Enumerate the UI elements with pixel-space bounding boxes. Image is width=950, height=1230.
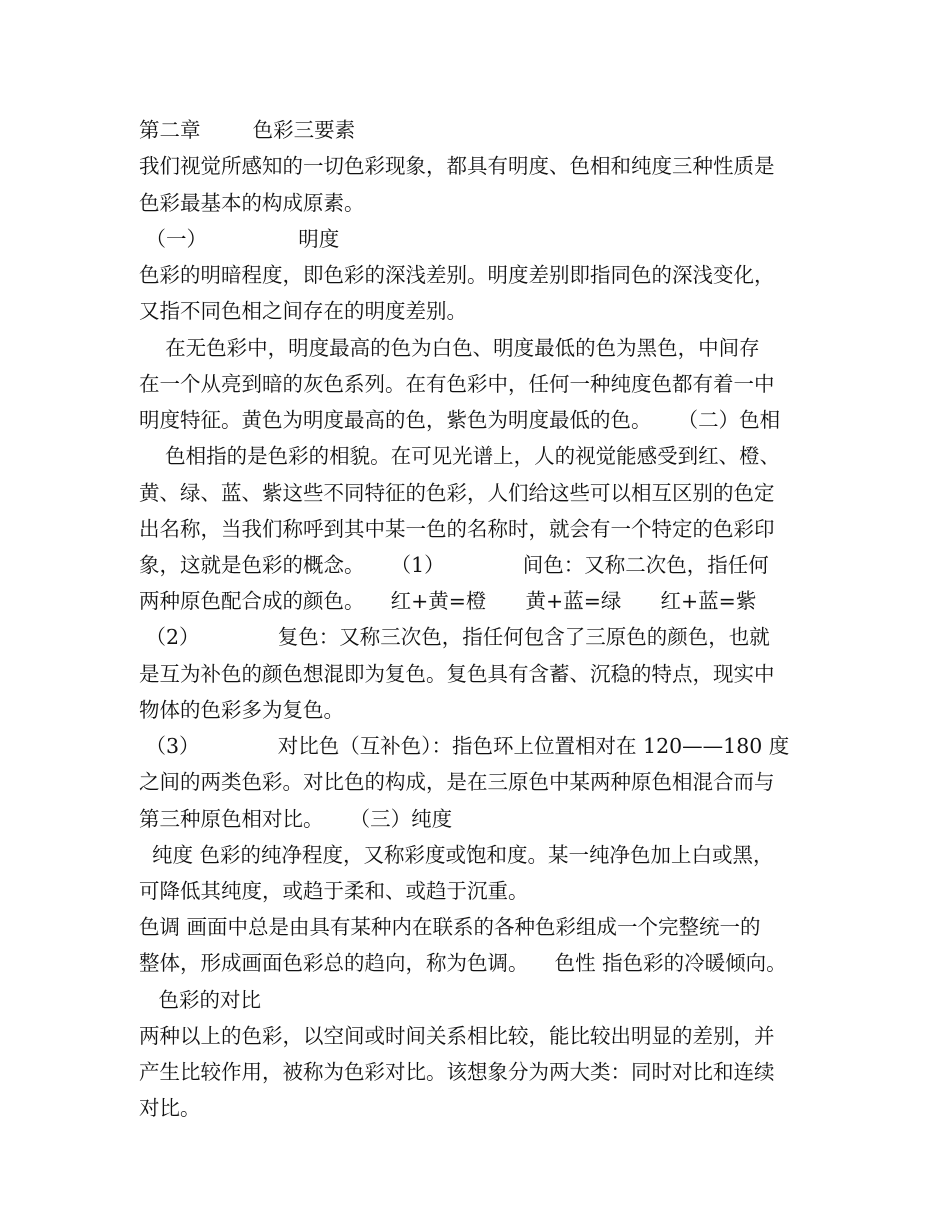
text-line: 整体，形成画面色彩总的趋向，称为色调。 色性 指色彩的冷暖倾向。	[139, 951, 787, 975]
text-line: 两种原色配合成的颜色。 红+黄=橙 黄+蓝=绿 红+蓝=紫	[139, 589, 757, 613]
text-line: 又指不同色相之间存在的明度差别。	[139, 299, 467, 323]
text-line: 色彩最基本的构成原素。	[139, 191, 365, 215]
text-line: 在一个从亮到暗的灰色系列。在有色彩中，任何一种纯度色都有着一中	[139, 372, 775, 396]
text-line: （3） 对比色（互补色）：指色环上位置相对在 120——180 度	[139, 734, 790, 758]
text-line: 出名称，当我们称呼到其中某一色的名称时，就会有一个特定的色彩印	[139, 517, 775, 541]
text-line: 可降低其纯度，或趋于柔和、或趋于沉重。	[139, 879, 529, 903]
text-line: 明度特征。黄色为明度最高的色，紫色为明度最低的色。 （二）色相	[139, 408, 781, 432]
text-line: 第三种原色相对比。 （三）纯度	[139, 807, 453, 831]
text-line: （2） 复色：又称三次色，指任何包含了三原色的颜色，也就	[139, 625, 770, 649]
text-line: 两种以上的色彩，以空间或时间关系相比较，能比较出明显的差别，并	[139, 1024, 775, 1048]
text-line: 色彩的明暗程度，即色彩的深浅差别。明度差别即指同色的深浅变化，	[139, 263, 775, 287]
section-heading: 色彩的对比	[139, 988, 262, 1012]
text-line: 我们视觉所感知的一切色彩现象，都具有明度、色相和纯度三种性质是	[139, 154, 775, 178]
text-line: 是互为补色的颜色想混即为复色。复色具有含蓄、沉稳的特点，现实中	[139, 662, 775, 686]
chapter-title: 第二章 色彩三要素	[139, 118, 356, 142]
section-heading: （一） 明度	[139, 227, 340, 251]
text-line: 黄、绿、蓝、紫这些不同特征的色彩，人们给这些可以相互区别的色定	[139, 481, 775, 505]
text-line: 色调 画面中总是由具有某种内在联系的各种色彩组成一个完整统一的	[139, 915, 761, 939]
text-line: 之间的两类色彩。对比色的构成，是在三原色中某两种原色相混合而与	[139, 770, 775, 794]
text-line: 对比。	[139, 1096, 201, 1120]
text-line: 物体的色彩多为复色。	[139, 698, 344, 722]
text-line: 纯度 色彩的纯净程度，又称彩度或饱和度。某一纯净色加上白或黑，	[139, 843, 774, 867]
text-line: 象，这就是色彩的概念。 （1） 间色：又称二次色，指任何	[139, 553, 769, 577]
text-line: 在无色彩中，明度最高的色为白色、明度最低的色为黑色，中间存	[139, 336, 760, 360]
text-line: 产生比较作用，被称为色彩对比。该想象分为两大类：同时对比和连续	[139, 1060, 775, 1084]
text-line: 色相指的是色彩的相貌。在可见光谱上，人的视觉能感受到红、橙、	[139, 444, 781, 468]
